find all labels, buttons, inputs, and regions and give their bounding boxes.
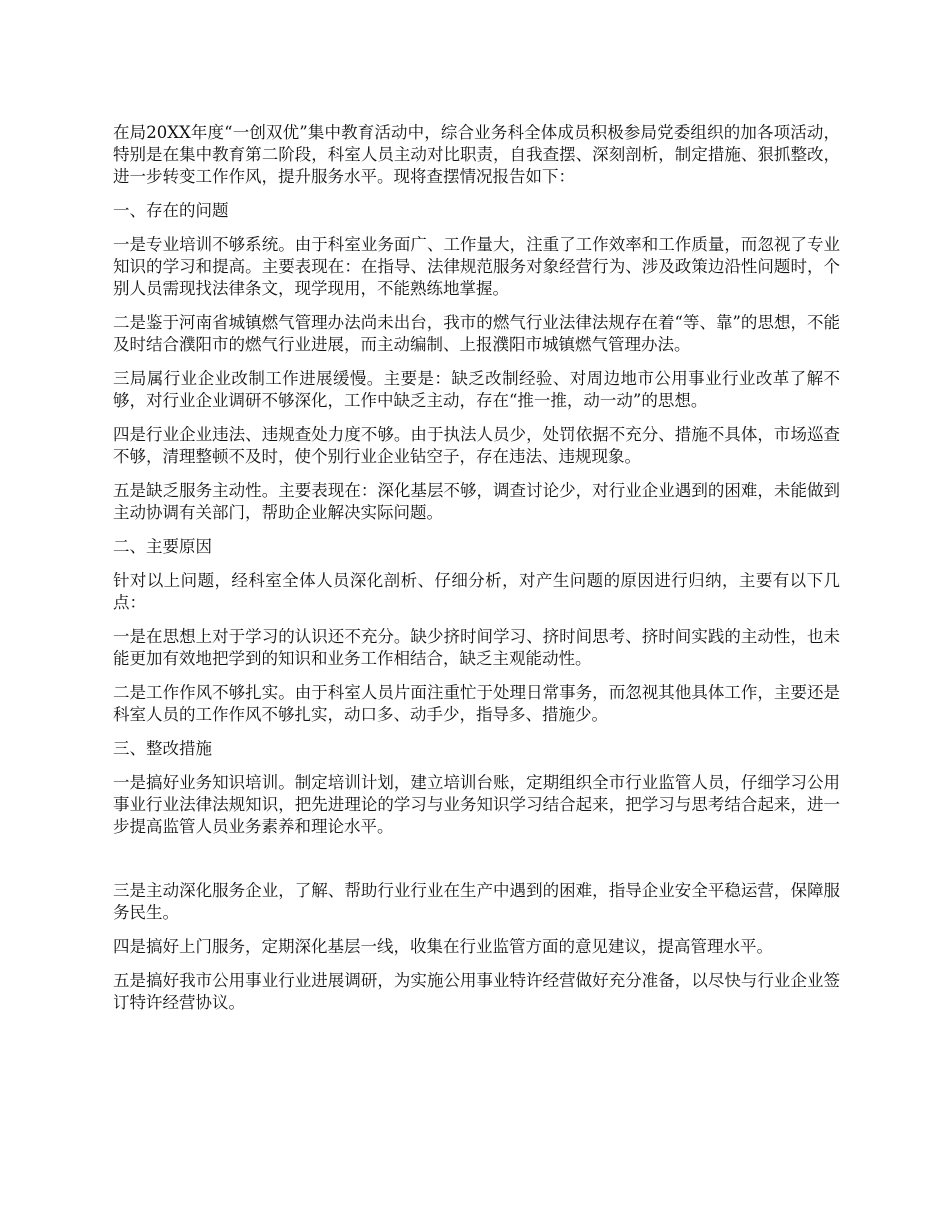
cause-paragraph-2: 一是在思想上对于学习的认识还不充分。缺少挤时间学习、挤时间思考、挤时间实践的主动性，也未能更加有效地把学到的知识和业务工作相结合，缺乏主观能动性。 <box>113 627 840 668</box>
measure-paragraph-3: 三是主动深化服务企业，了解、帮助行业行业在生产中遇到的困难，指导企业安全平稳运营，保障服务民生。 <box>113 881 840 922</box>
section-heading-measures: 三、整改措施 <box>113 739 212 758</box>
measure-paragraph-4: 四是搞好上门服务，定期深化基层一线，收集在行业监管方面的意见建议，提高管理水平。 <box>113 937 773 956</box>
problem-paragraph-2: 二是鉴于河南省城镇燃气管理办法尚未出台，我市的燃气行业法律法规存在着“等、靠”的思想，不能及时结合濮阳市的燃气行业进展，而主动编制、上报濮阳市城镇燃气管理办法。 <box>113 313 840 354</box>
section-heading-causes: 二、主要原因 <box>113 537 212 556</box>
problem-paragraph-4: 四是行业企业违法、违规查处力度不够。由于执法人员少，处罚依据不充分、措施不具体，市场巡查不够，清理整顿不及时，使个别行业企业钻空子，存在违法、违规现象。 <box>113 425 840 466</box>
cause-paragraph-3: 二是工作作风不够扎实。由于科室人员片面注重忙于处理日常事务，而忽视其他具体工作，主要还是科室人员的工作作风不够扎实，动口多、动手少，指导多、措施少。 <box>113 683 840 724</box>
problem-paragraph-1: 一是专业培训不够系统。由于科室业务面广、工作量大，注重了工作效率和工作质量，而忽视了专业知识的学习和提高。主要表现在：在指导、法律规范服务对象经营行为、涉及政策边沿性问题时，个别人员需现找法律条文，现学现用，不能熟练地掌握。 <box>113 235 840 298</box>
cause-paragraph-1: 针对以上问题，经科室全体人员深化剖析、仔细分析，对产生问题的原因进行归纳，主要有以下几点： <box>113 571 840 612</box>
blank-gap <box>113 850 840 880</box>
section-heading-problems: 一、存在的问题 <box>113 201 229 220</box>
problem-paragraph-5: 五是缺乏服务主动性。主要表现在：深化基层不够，调查讨论少，对行业企业遇到的困难，未能做到主动协调有关部门，帮助企业解决实际问题。 <box>113 481 840 522</box>
measure-paragraph-5: 五是搞好我市公用事业行业进展调研，为实施公用事业特许经营做好充分准备，以尽快与行业企业签订特许经营协议。 <box>113 971 840 1012</box>
problem-paragraph-3: 三局属行业企业改制工作进展缓慢。主要是：缺乏改制经验、对周边地市公用事业行业改革了解不够，对行业企业调研不够深化，工作中缺乏主动，存在“推一推，动一动”的思想。 <box>113 369 840 410</box>
intro-paragraph: 在局20XX年度“一创双优”集中教育活动中，综合业务科全体成员积极参局党委组织的加各项活动，特别是在集中教育第二阶段，科室人员主动对比职责，自我查摆、深刻剖析，制定措施、狠抓整改，进一步转变工作作风，提升服务水平。现将查摆情况报告如下： <box>113 123 840 186</box>
measure-paragraph-1: 一是搞好业务知识培训。制定培训计划，建立培训台账，定期组织全市行业监管人员，仔细学习公用事业行业法律法规知识，把先进理论的学习与业务知识学习结合起来，把学习与思考结合起来，进一步提高监管人员业务素养和理论水平。 <box>113 773 840 836</box>
document-body <box>113 122 840 1026</box>
